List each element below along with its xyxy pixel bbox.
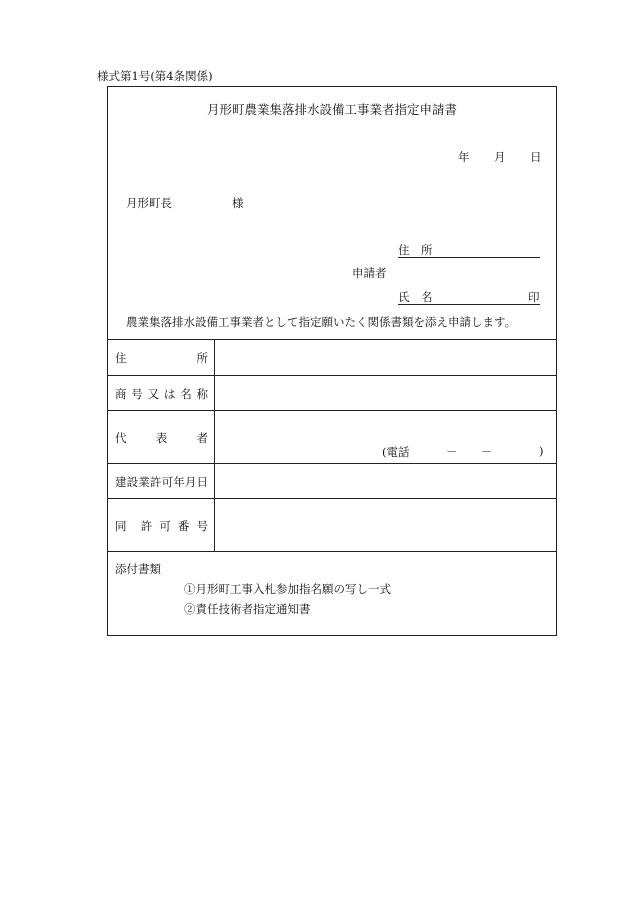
row-label-trade-name: 商 号 又 は 名 称	[115, 387, 208, 401]
phone-close: )	[539, 444, 544, 458]
addressee-name: 月形町長	[126, 196, 172, 210]
phone-open: (電話	[382, 445, 410, 459]
applicant-name-label: 氏 名	[398, 290, 433, 304]
row-label-address: 住 所	[115, 351, 208, 365]
addressee-honorific: 様	[232, 196, 244, 210]
column-divider	[214, 339, 215, 551]
row-label-representative: 代 表 者	[115, 431, 208, 445]
row-divider	[108, 375, 556, 376]
form-number: 様式第1号(第4条関係)	[97, 69, 213, 83]
row-divider	[108, 551, 556, 552]
row-label-license-number: 同 許 可 番 号	[115, 519, 208, 533]
name-underline	[398, 304, 540, 305]
row-divider	[108, 498, 556, 499]
row-divider	[108, 463, 556, 464]
applicant-address-label: 住 所	[398, 243, 433, 257]
applicant-label: 申請者	[352, 266, 387, 280]
application-form	[107, 86, 557, 636]
row-divider	[108, 410, 556, 411]
date-year: 年	[458, 150, 470, 164]
phone-dash-1: －	[446, 445, 458, 459]
address-underline	[398, 257, 540, 258]
date-month: 月	[494, 150, 506, 164]
attachments-heading: 添付書類	[115, 562, 161, 576]
attachment-item: ②責任技術者指定通知書	[184, 602, 311, 616]
phone-dash-2: －	[481, 445, 493, 459]
form-title: 月形町農業集落排水設備工事業者指定申請書	[206, 102, 457, 117]
row-label-license-date: 建 設 業 許 可 年 月 日	[115, 475, 208, 489]
attachment-item: ①月形町工事入札参加指名願の写し一式	[184, 582, 391, 596]
date-day: 日	[530, 150, 542, 164]
seal-mark: 印	[528, 290, 540, 304]
application-statement: 農業集落排水設備工事業者として指定願いたく関係書類を添え申請します。	[126, 315, 517, 329]
table-top-border	[108, 339, 556, 340]
